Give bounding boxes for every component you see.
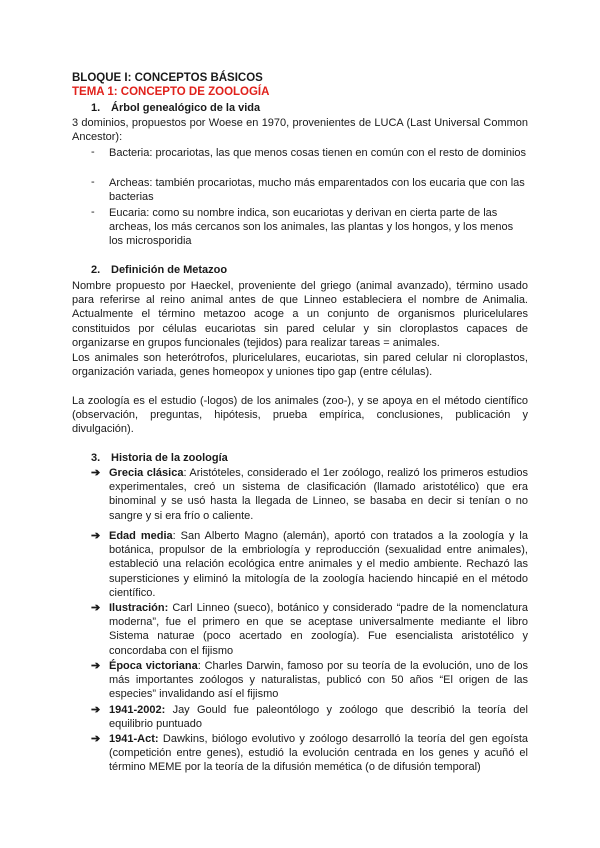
- list-item: Eucaria: como su nombre indica, son eucariotas y derivan en cierta parte de las archeas, los más cercanos son los animales, las plantas y los hongos, y los menos los microsporidia: [109, 207, 514, 248]
- arrow-icon: ➔: [91, 467, 101, 479]
- list-item: [109, 601, 528, 658]
- section-2-number: 2.: [91, 264, 101, 276]
- section-3-number: 3.: [91, 452, 101, 464]
- list-item: [109, 703, 528, 731]
- arrow-icon: ➔: [91, 530, 101, 542]
- item-text: : San Alberto Magno (alemán), aportó con tratados a la zoología y la botánica, propulsor de la embriología y reproducción (sexualidad entre animales), estableció una relación ecológica entre animales y el medio ambiente. Rechazó las supersticiones y eliminó la mitología de la zoología haciendo hincapié en el método científico.: [109, 530, 528, 599]
- topic-title: TEMA 1: CONCEPTO DE ZOOLOGÍA: [72, 86, 270, 98]
- list-item: Bacteria: procariotas, las que menos cosas tienen en común con el resto de dominios: [109, 147, 527, 159]
- bullet-dash: -: [91, 146, 95, 158]
- bullet-dash: -: [91, 176, 95, 188]
- item-term: Ilustración:: [109, 602, 169, 614]
- bullet-dash: -: [91, 206, 95, 218]
- section-1-intro: 3 dominios, propuestos por Woese en 1970, provenientes de LUCA (Last Universal Common Ancestor):: [72, 117, 528, 144]
- arrow-icon: ➔: [91, 602, 101, 614]
- item-text: Carl Linneo (sueco), botánico y considerado “padre de la nomenclatura moderna”, fue el primero en que se aceptase universalmente mediante el libro Sistema naturae (poco acertado en zoología). Fue esencialista aristotélico y concordaba con el fijismo: [109, 602, 528, 657]
- item-term: Edad media: [109, 530, 173, 542]
- section-2-heading: [91, 264, 227, 276]
- item-text: Jay Gould fue paleontólogo y zoólogo que describió la teoría del equilibrio puntuado: [109, 704, 528, 731]
- section-2-paragraph: Nombre propuesto por Haeckel, proveniente del griego (animal avanzado), término usado para referirse al reino animal antes de que Linneo estableciera el nombre de Animalia. Actualmente el término metazoo acoge a un conjunto de organismos pluricelulares constituidos por células eucariotas sin pared celular y sin cloroplastos capaces de organizarse en grupos funcionales (tejidos) para realizar tareas = animales.: [72, 280, 528, 349]
- arrow-icon: ➔: [91, 704, 101, 716]
- item-text: : Charles Darwin, famoso por su teoría de la evolución, uno de los más importantes zoólogos y naturalistas, publicó con 50 años “El origen de las especies” invalidando así el fijismo: [109, 660, 528, 701]
- item-term: Época victoriana: [109, 660, 198, 672]
- section-2-paragraph: Los animales son heterótrofos, pluricelulares, eucariotas, sin pared celular ni cloroplastos, organización variada, genes homeopox y uniones tipo gap (entre células).: [72, 352, 528, 379]
- list-item: [109, 732, 528, 775]
- item-term: Grecia clásica: [109, 467, 184, 479]
- item-term: 1941-2002:: [109, 704, 166, 716]
- section-1-heading: [91, 102, 260, 114]
- section-1-title: Árbol genealógico de la vida: [111, 102, 261, 114]
- list-item: [109, 659, 528, 702]
- arrow-icon: ➔: [91, 733, 101, 745]
- section-3-heading: [91, 452, 228, 464]
- item-text: : Aristóteles, considerado el 1er zoólogo, realizó los primeros estudios experimentales, creó un sistema de clasificación (llamado aristotélico) que era binominal y se usó hasta la llegada de Linneo, se basaba en decir si tenían o no sangre y si era frío o caliente.: [109, 467, 528, 522]
- section-1-number: 1.: [91, 102, 101, 114]
- section-2-title: Definición de Metazoo: [111, 264, 228, 276]
- arrow-icon: ➔: [91, 660, 101, 672]
- list-item: Archeas: también procariotas, mucho más emparentados con los eucaria que con las bacterias: [109, 177, 525, 204]
- item-text: Dawkins, biólogo evolutivo y zoólogo desarrolló la teoría del gen egoísta (competición entre genes), estudió la evolución centrada en los genes y acuñó el término MEME por la teoría de la difusión memética (o de difusión temporal): [109, 733, 528, 774]
- document-title: BLOQUE I: CONCEPTOS BÁSICOS: [72, 72, 263, 84]
- list-item: [109, 466, 528, 523]
- section-2-paragraph: La zoología es el estudio (-logos) de los animales (zoo-), y se apoya en el método científico (observación, preguntas, hipótesis, prueba empírica, conclusiones, publicación y divulgación).: [72, 395, 528, 436]
- item-term: 1941-Act:: [109, 733, 159, 745]
- section-3-title: Historia de la zoología: [111, 452, 228, 464]
- list-item: [109, 529, 528, 600]
